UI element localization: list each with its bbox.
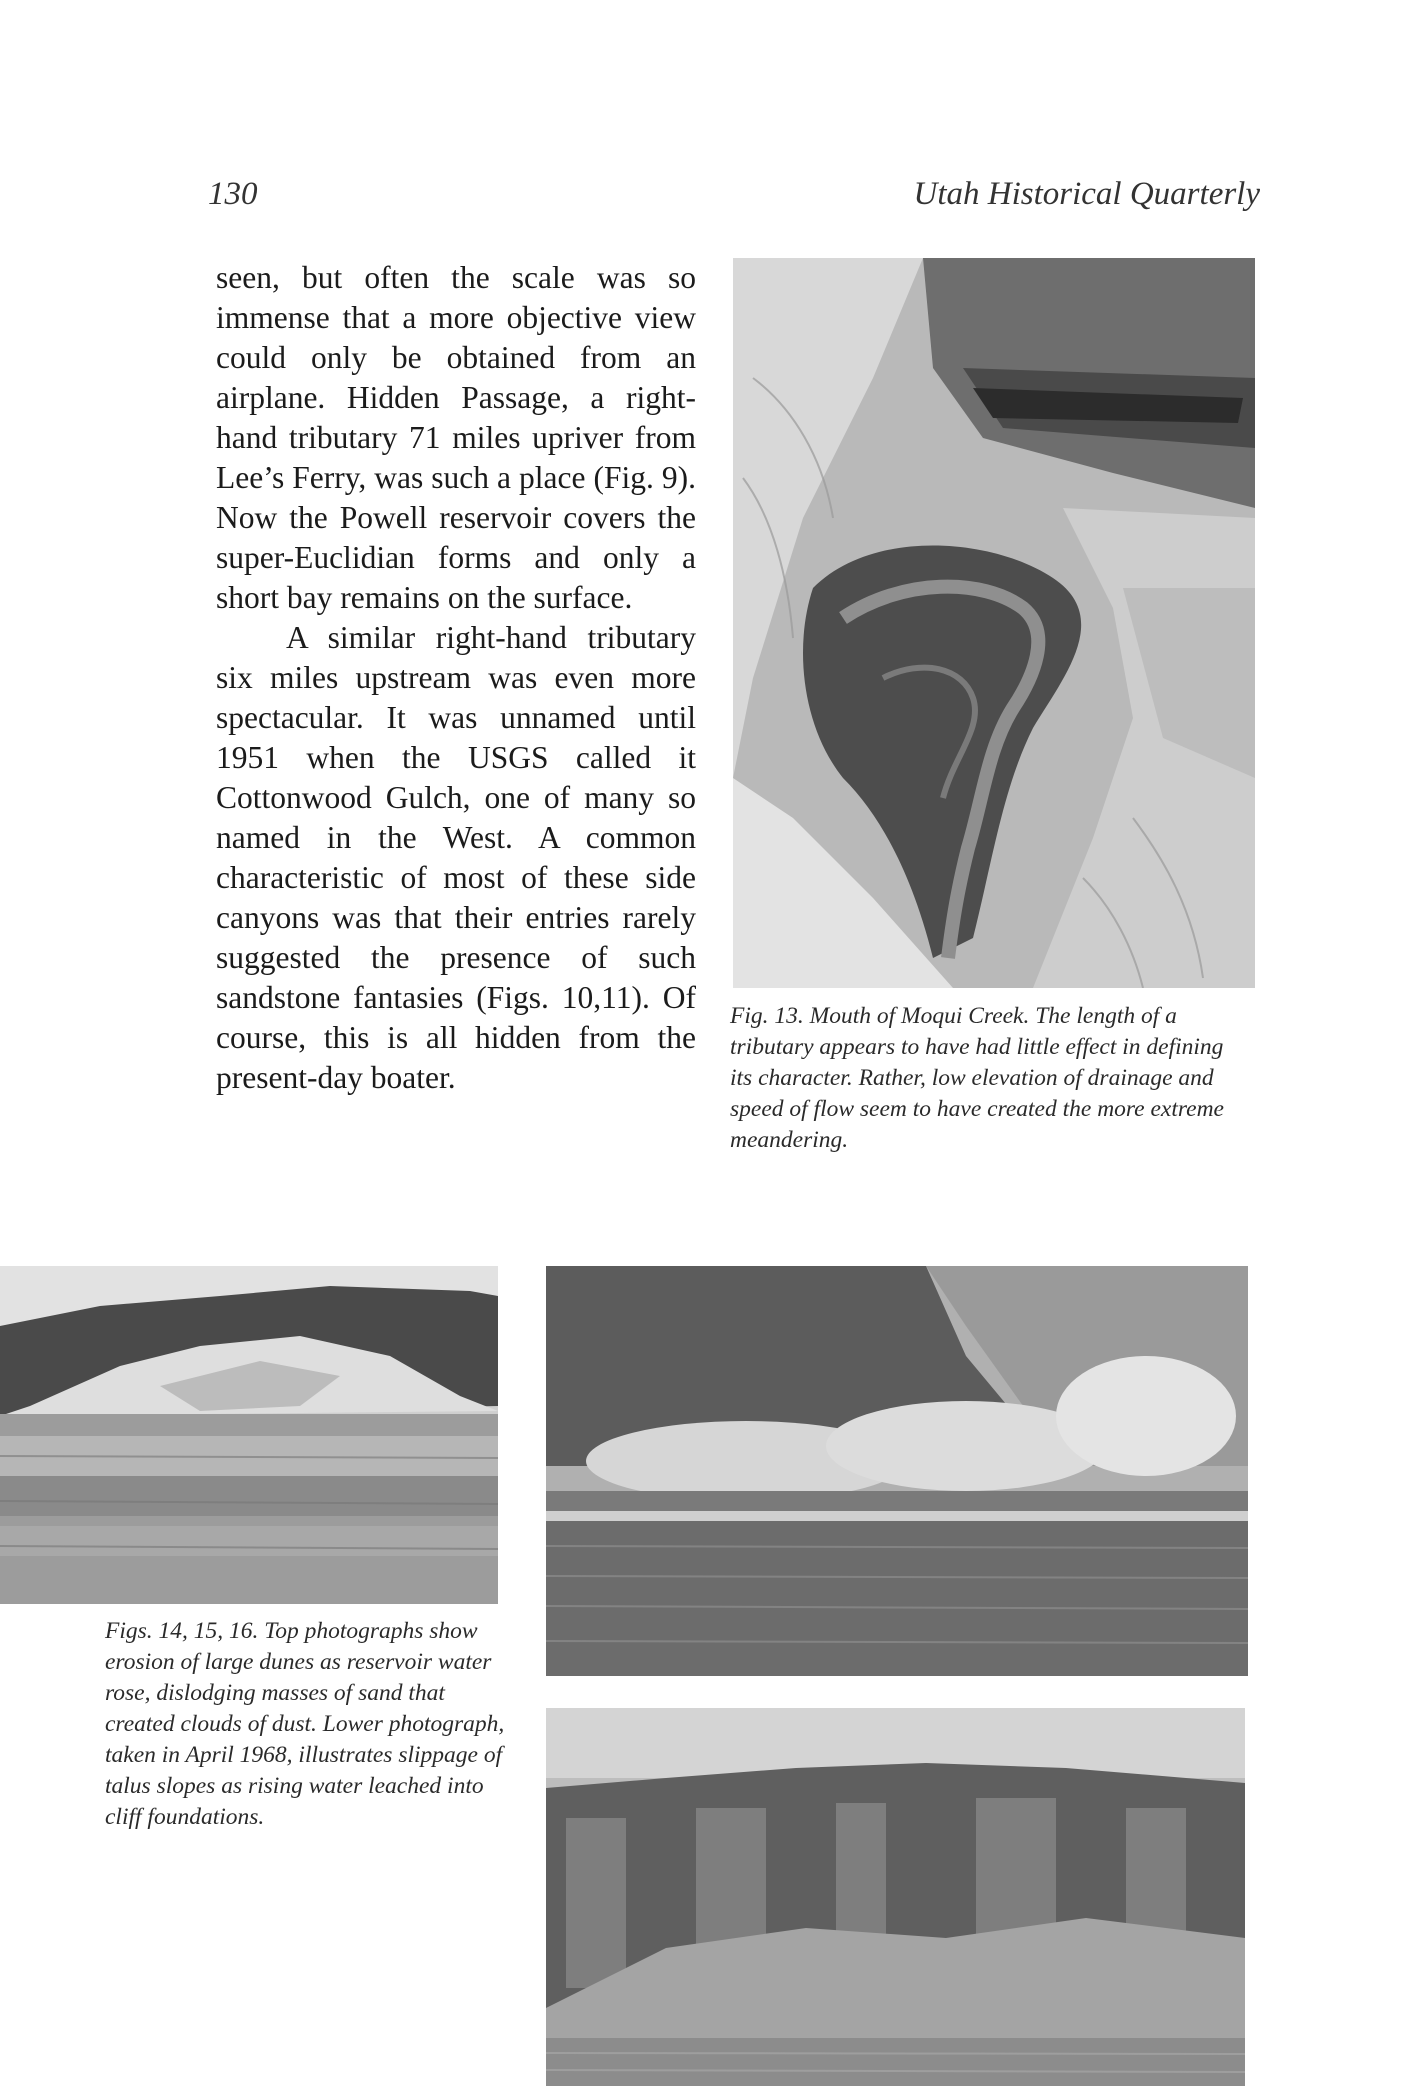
journal-title: Utah Historical Quarterly — [913, 176, 1260, 212]
figure-16-photo — [546, 1708, 1245, 2086]
paragraph-1: seen, but often the scale was so immense that a more objective view could only be obtained from an airplane. Hidden Passage, a right-hand tributary 71 miles upriver from Lee’s Ferry, was such a place (Fig. 9). Now the Powell reservoir covers the super-Euclidian forms and only a short bay remains on the surface. — [216, 260, 696, 615]
figure-15-photo — [546, 1266, 1248, 1676]
figure-14-photo — [0, 1266, 498, 1604]
figure-13-caption: Fig. 13. Mouth of Moqui Creek. The length of a tributary appears to have had little effect in defining its character. Rather, low elevation of drainage and speed of flow seem to have created the more extreme meandering. — [730, 1003, 1224, 1153]
page-number: 130 — [208, 176, 258, 212]
figures-14-16-caption: Figs. 14, 15, 16. Top photographs show erosion of large dunes as reservoir water rose, dislodging masses of sand that created clouds of dust. Lower photograph, taken in April 1968, illustrates slippage of talus slopes as rising water leached into cliff foundations. — [105, 1618, 505, 1830]
body-text — [216, 258, 696, 1098]
paragraph-2: A similar right-hand tributary six miles upstream was even more spectacular. It was unnamed until 1951 when the USGS called it Cottonwood Gulch, one of many so named in the West. A common characteristic of most of these side canyons was that their entries rarely suggested the presence of such sandstone fantasies (Figs. 10,11). Of course, this is all hidden from the present-day boater. — [216, 620, 696, 1095]
figure-13-photo — [733, 258, 1255, 988]
